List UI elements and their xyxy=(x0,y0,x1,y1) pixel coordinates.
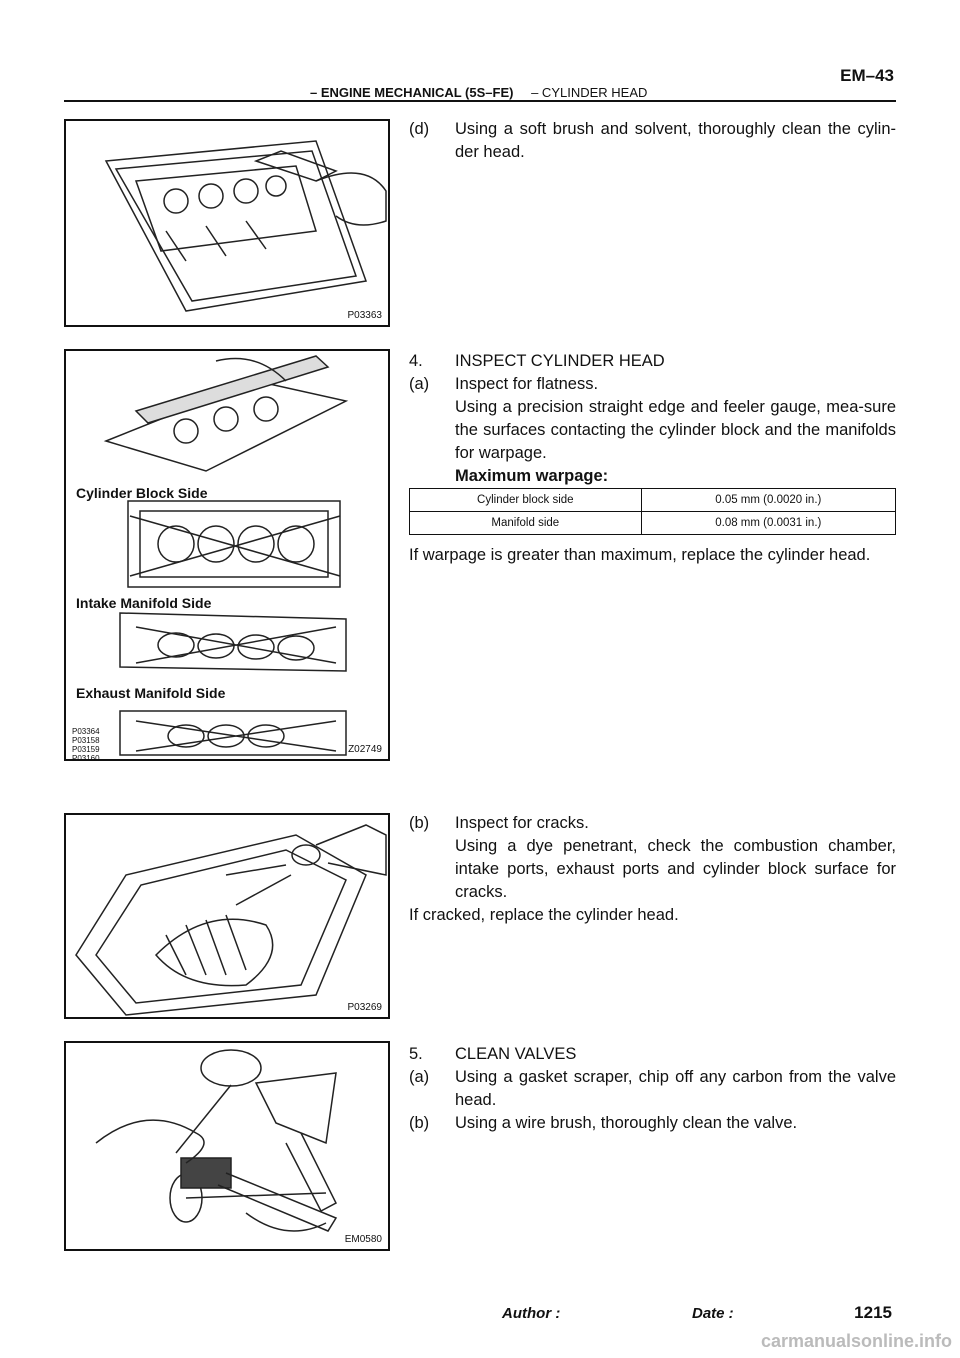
step-number: (b) xyxy=(409,814,430,832)
figure-subcodes: P03364 P03158 P03159 P03160 xyxy=(72,727,100,763)
label-exhaust-manifold-side: Exhaust Manifold Side xyxy=(76,685,226,701)
table-cell: Manifold side xyxy=(410,512,642,535)
warpage-spec-table xyxy=(409,488,896,535)
table-cell: 0.08 mm (0.0031 in.) xyxy=(641,512,895,535)
table-row xyxy=(410,512,896,535)
table-cell: Cylinder block side xyxy=(410,489,642,512)
step-number: (a) xyxy=(409,1068,430,1086)
section-name: – ENGINE MECHANICAL (5S–FE) xyxy=(310,85,514,100)
table-cell: 0.05 mm (0.0020 in.) xyxy=(641,489,895,512)
step-d xyxy=(409,118,896,164)
step-4 xyxy=(409,350,896,488)
warpage-result: If warpage is greater than maximum, replace the cylinder head. xyxy=(409,546,871,564)
step-text: Using a wire brush, thoroughly clean the valve. xyxy=(455,1114,798,1132)
step-text: Using a soft brush and solvent, thoroughly clean the cylin-der head. xyxy=(455,120,896,161)
figure-id: Z02749 xyxy=(348,744,382,755)
page-number: 1215 xyxy=(854,1303,892,1322)
step-number: (d) xyxy=(409,120,430,138)
step-title: Inspect for cracks. xyxy=(455,814,589,832)
watermark: carmanualsonline.info xyxy=(760,1331,952,1351)
figure-cracks xyxy=(64,813,390,1019)
step-4b xyxy=(409,812,896,927)
figure-id: P03363 xyxy=(347,310,382,321)
spec-label: Maximum warpage: xyxy=(455,467,609,485)
step-title: CLEAN VALVES xyxy=(455,1045,577,1063)
subsection-name: – CYLINDER HEAD xyxy=(531,85,648,100)
header-rule xyxy=(64,100,896,102)
step-number: 4. xyxy=(409,352,423,370)
figure-id: P03269 xyxy=(347,1002,382,1013)
figure-clean-head xyxy=(64,119,390,327)
step-5 xyxy=(409,1043,896,1135)
step-title: Inspect for flatness. xyxy=(455,375,599,393)
step-number: 5. xyxy=(409,1045,423,1063)
footer-author: Author : xyxy=(502,1305,561,1322)
step-number: (a) xyxy=(409,375,430,393)
crack-result: If cracked, replace the cylinder head. xyxy=(409,906,679,924)
step-text: Using a precision straight edge and feeler gauge, mea-sure the surfaces contacting the cylinder block and the manifolds for warpage. xyxy=(455,398,896,462)
label-intake-manifold-side: Intake Manifold Side xyxy=(76,595,212,611)
step-text: Using a dye penetrant, check the combustion chamber, intake ports, exhaust ports and cylinder block surface for cracks. xyxy=(455,837,896,901)
step-number: (b) xyxy=(409,1114,430,1132)
cylinder-head-tray-illustration xyxy=(66,121,388,325)
figure-id: EM0580 xyxy=(344,1234,382,1245)
valve-cleaning-illustration xyxy=(66,1043,388,1249)
figure-flatness xyxy=(64,349,390,761)
footer-date: Date : xyxy=(692,1305,734,1322)
table-row xyxy=(410,489,896,512)
page-code: EM–43 xyxy=(840,66,894,85)
step-title: INSPECT CYLINDER HEAD xyxy=(455,352,665,370)
section-title xyxy=(310,85,647,100)
figure-clean-valves xyxy=(64,1041,390,1251)
label-cylinder-block-side: Cylinder Block Side xyxy=(76,485,208,501)
dye-penetrant-illustration xyxy=(66,815,388,1017)
step-text: Using a gasket scraper, chip off any carbon from the valve head. xyxy=(455,1068,896,1109)
